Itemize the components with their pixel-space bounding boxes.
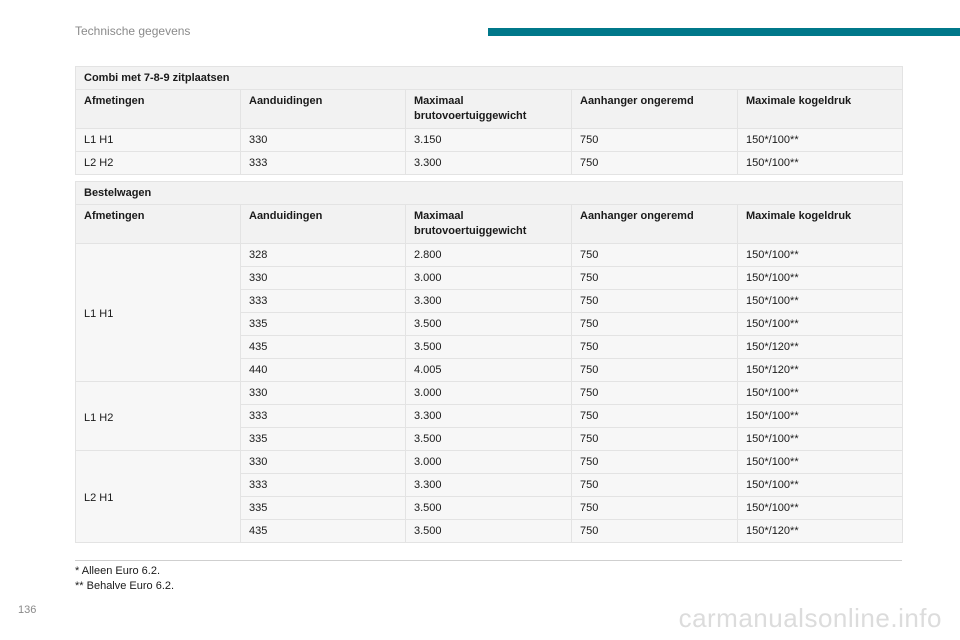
section-title: Technische gegevens — [75, 24, 191, 38]
table-cell: 2.800 — [406, 244, 572, 267]
column-header: Aanduidingen — [241, 205, 406, 244]
table-cell: 3.300 — [406, 152, 572, 175]
table-cell: 330 — [241, 451, 406, 474]
table-cell: 330 — [241, 129, 406, 152]
column-header: Aanhanger ongeremd — [572, 205, 738, 244]
table-cell: 3.000 — [406, 451, 572, 474]
table-cell: 150*/100** — [738, 474, 903, 497]
table-cell: 3.300 — [406, 405, 572, 428]
table-cell: 150*/100** — [738, 428, 903, 451]
column-header: Aanhanger ongeremd — [572, 90, 738, 129]
column-header: Maximaal brutovoertuiggewicht — [406, 205, 572, 244]
table-cell: 333 — [241, 474, 406, 497]
table-cell: 330 — [241, 267, 406, 290]
table-cell: 750 — [572, 313, 738, 336]
footnote-divider — [75, 560, 902, 561]
table-cell: 335 — [241, 313, 406, 336]
table-cell: 750 — [572, 359, 738, 382]
table-cell: 750 — [572, 451, 738, 474]
footnote-euro-only: * Alleen Euro 6.2. — [75, 565, 161, 577]
table-cell: 328 — [241, 244, 406, 267]
table-cell: 750 — [572, 244, 738, 267]
footnote-except-euro: ** Behalve Euro 6.2. — [75, 580, 175, 592]
table-cell: 335 — [241, 428, 406, 451]
column-header: Aanduidingen — [241, 90, 406, 129]
table-row — [76, 244, 903, 267]
table-cell: 3.500 — [406, 428, 572, 451]
table-cell: 333 — [241, 152, 406, 175]
combi-table — [75, 66, 903, 175]
table-cell: 750 — [572, 428, 738, 451]
table-cell: 150*/100** — [738, 497, 903, 520]
table-cell: 3.000 — [406, 267, 572, 290]
table-title: Bestelwagen — [76, 182, 903, 205]
table-cell: 3.150 — [406, 129, 572, 152]
table-cell: 3.500 — [406, 336, 572, 359]
table-row — [76, 129, 903, 152]
table-row — [76, 382, 903, 405]
column-header: Maximaal brutovoertuiggewicht — [406, 90, 572, 129]
column-header: Maximale kogeldruk — [738, 205, 903, 244]
table-cell: 150*/120** — [738, 336, 903, 359]
table-cell: 150*/100** — [738, 313, 903, 336]
column-header: Maximale kogeldruk — [738, 90, 903, 129]
dimension-label: L2 H1 — [76, 451, 241, 543]
table-cell: 3.000 — [406, 382, 572, 405]
table-cell: 750 — [572, 129, 738, 152]
table-cell: 3.500 — [406, 313, 572, 336]
table-cell: 435 — [241, 336, 406, 359]
table-cell: 750 — [572, 474, 738, 497]
table-cell: 150*/100** — [738, 451, 903, 474]
table-title-row — [76, 67, 903, 90]
dimension-label: L1 H2 — [76, 382, 241, 451]
table-cell: 150*/120** — [738, 520, 903, 543]
table-cell: 3.500 — [406, 497, 572, 520]
table-cell: 150*/100** — [738, 267, 903, 290]
table-cell: 750 — [572, 336, 738, 359]
table-cell: 750 — [572, 497, 738, 520]
page-number: 136 — [18, 604, 37, 616]
header-accent-bar — [488, 28, 960, 36]
table-row — [76, 152, 903, 175]
table-cell: 440 — [241, 359, 406, 382]
column-header: Afmetingen — [76, 90, 241, 129]
table-cell: 333 — [241, 405, 406, 428]
table-cell: 3.300 — [406, 474, 572, 497]
table-cell: 3.300 — [406, 290, 572, 313]
bestelwagen-table — [75, 181, 903, 543]
table-cell: 750 — [572, 152, 738, 175]
table-header-row — [76, 205, 903, 244]
table-cell: 333 — [241, 290, 406, 313]
table-header-row — [76, 90, 903, 129]
table-cell: 150*/100** — [738, 152, 903, 175]
table-cell: L1 H1 — [76, 129, 241, 152]
table-cell: 435 — [241, 520, 406, 543]
table-title: Combi met 7-8-9 zitplaatsen — [76, 67, 903, 90]
table-cell: 150*/100** — [738, 244, 903, 267]
watermark: carmanualsonline.info — [678, 603, 942, 633]
table-cell: 3.500 — [406, 520, 572, 543]
table-title-row — [76, 182, 903, 205]
table-cell: 750 — [572, 382, 738, 405]
table-cell: 750 — [572, 405, 738, 428]
column-header: Afmetingen — [76, 205, 241, 244]
table-cell: 750 — [572, 520, 738, 543]
table-cell: 150*/100** — [738, 290, 903, 313]
table-cell: 150*/100** — [738, 129, 903, 152]
table-cell: 4.005 — [406, 359, 572, 382]
table-cell: 150*/120** — [738, 359, 903, 382]
table-cell: 750 — [572, 267, 738, 290]
table-cell: 335 — [241, 497, 406, 520]
table-cell: 150*/100** — [738, 382, 903, 405]
table-cell: 150*/100** — [738, 405, 903, 428]
dimension-label: L1 H1 — [76, 244, 241, 382]
table-cell: L2 H2 — [76, 152, 241, 175]
table-cell: 750 — [572, 290, 738, 313]
table-row — [76, 451, 903, 474]
table-cell: 330 — [241, 382, 406, 405]
